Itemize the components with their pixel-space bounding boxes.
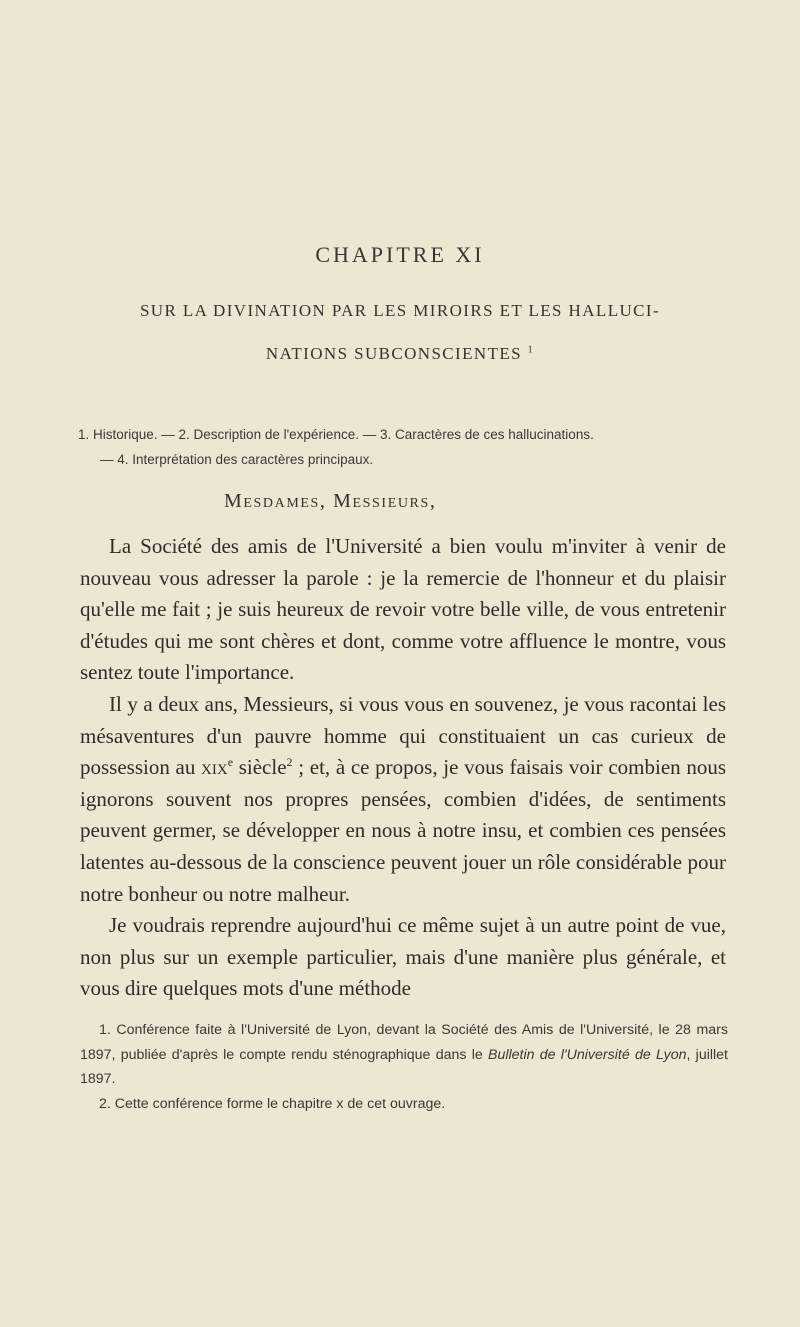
paragraph-1: La Société des amis de l'Université a bien voulu m'inviter à venir de nouveau vous adresser la parole : je la remercie de l'honneur et du plaisir qu'elle me fait ; je suis heureux de revoir votre belle ville, de vous entretenir d'études qui me sont chères et dont, comme votre affluence le montre, vous sentez toute l'importance. [80,534,726,685]
paragraph-2-part-1: Il y a deux ans, Messieurs, si vous vous en souvenez, je vous racontai les mésaventures d'un pauvre homme qui constituaient un cas curieux de possession au [80,691,726,780]
footnote-reference-1: 1 [527,344,535,356]
footnote-1 [80,1018,728,1092]
chapter-title-line-2: NATIONS SUBCONSCIENTES [265,344,522,363]
footnote-2: 2. Cette conférence forme le chapitre x de cet ouvrage. [99,1095,446,1112]
summary-line-2: — 4. Interprétation des caractères principaux. [100,452,374,467]
footnote-1-publication: Bulletin de l'Université de Lyon [487,1046,687,1063]
chapter-summary [78,422,726,472]
chapter-title [80,289,720,375]
chapter-heading: CHAPITRE XI [315,242,485,267]
paragraph-2 [80,689,726,910]
body-text [80,531,726,1005]
footnote-1-date: , juillet 1897. [80,1046,728,1087]
paragraph-2-part-2: ; et, à ce propos, je vous faisais voir combien nous ignorons souvent nos propres pensées, combien d'idées, de sentiments peuvent germer, se développer en nous à notre insu, et combien ces pensées latentes au-dessous de la conscience peuvent jouer un rôle considérable pour notre bonheur ou notre malheur. [80,755,727,906]
paragraph-3: Je voudrais reprendre aujourd'hui ce même sujet à un autre point de vue, non plus sur un exemple particulier, mais d'une manière plus générale, et vous dire quelques mots d'une méthode [80,913,726,1001]
footnote-1-text: 1. Conférence faite à l'Université de Lyon, devant la Société des Amis de l'Université, le 28 mars 1897, publiée d'après le compte rendu sténographique dans le [80,1022,728,1063]
footnote-reference-2: 2 [286,755,293,770]
century-suffix: e [227,755,234,770]
siecle-word: siècle [233,755,287,780]
chapter-title-line-1: SUR LA DIVINATION PAR LES MIROIRS ET LES HALLUCI- [139,301,661,320]
salutation: Mesdames, Messieurs, [224,490,437,512]
summary-line-1: 1. Historique. — 2. Description de l'expérience. — 3. Caractères de ces hallucinations. [78,427,594,442]
century-numeral: xix [201,755,228,780]
footnotes [80,1018,728,1116]
